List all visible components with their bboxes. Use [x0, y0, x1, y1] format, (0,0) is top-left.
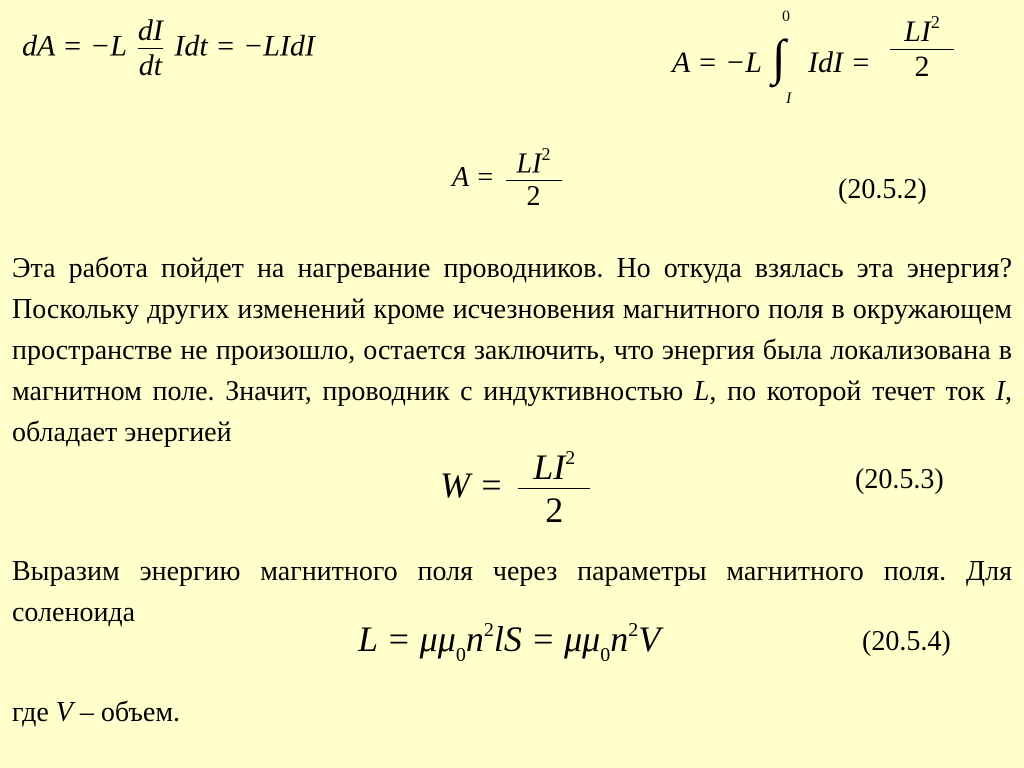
formula-W-lhs: W =: [440, 464, 504, 505]
formula-inductance: $L = \mu\mu_0n^2lS = \mu\mu_0n^2V$: [358, 619, 661, 667]
formula-A-denominator: 2: [526, 181, 541, 213]
variable-V: V: [55, 697, 73, 728]
formula-integral-fraction: [890, 14, 954, 84]
formula-A-lhs: A =: [452, 162, 495, 194]
paragraph1-text-a: Эта работа пойдет на нагревание проводников. Но откуда взялась эта энергия? Поскольку других изменений кроме исчезновения магнитного поля в окружающем пространстве не произошло, остается заключить, что энергия была локализована в магнитном поле. Значит, проводник с индуктивностью: [12, 253, 1012, 407]
paragraph2-text: Выразим энергию магнитного поля через параметры магнитного поля. Для соленоида: [12, 556, 1012, 628]
formula-dA: [22, 14, 315, 83]
integral-upper-limit: 0: [782, 8, 790, 25]
formula-A-fraction: [506, 146, 562, 213]
formula-W-denominator: 2: [545, 490, 564, 530]
paragraph3-text-a: где: [12, 697, 56, 728]
equation-number-20-5-3: (20.5.3): [855, 464, 944, 495]
formula-dA-numerator: dI: [137, 14, 163, 47]
formula-integral-lhs: A = −L: [672, 46, 762, 79]
formula-W-fraction: [518, 446, 590, 531]
formula-A: [452, 146, 562, 213]
integral-lower-limit: I: [786, 90, 792, 107]
formula-dA-denominator: dt: [138, 49, 163, 82]
formula-W-numerator: LI: [533, 447, 566, 487]
formula-integral-exponent: 2: [930, 12, 940, 32]
formula-integral-numerator: LI: [904, 15, 931, 48]
variable-I: I: [995, 376, 1005, 407]
formula-dA-rest: Idt = −LIdI: [174, 29, 315, 63]
integral-sign: ∫: [772, 29, 786, 85]
formula-W: [440, 446, 590, 531]
paragraph1-text-c: , обладает энергией: [12, 376, 1012, 448]
variable-L: L: [693, 376, 710, 407]
formula-A-numerator: LI: [516, 148, 542, 180]
formula-W-exponent: 2: [565, 447, 576, 469]
paragraph3-text-b: – объем.: [72, 697, 181, 728]
formula-A-exponent: 2: [541, 144, 551, 164]
paragraph1-text-b: , по которой течет ток: [709, 376, 996, 407]
formula-dA-fraction: [138, 14, 163, 83]
paragraph-volume: [12, 692, 1012, 733]
equation-number-20-5-2: (20.5.2): [838, 174, 927, 205]
formula-dA-lhs: dA = −L: [22, 29, 127, 63]
formula-integral-integrand: IdI =: [808, 46, 871, 79]
equation-number-20-5-4: (20.5.4): [862, 626, 951, 657]
formula-integral-denominator: 2: [914, 50, 930, 83]
paragraph-energy-localization: [12, 248, 1012, 453]
